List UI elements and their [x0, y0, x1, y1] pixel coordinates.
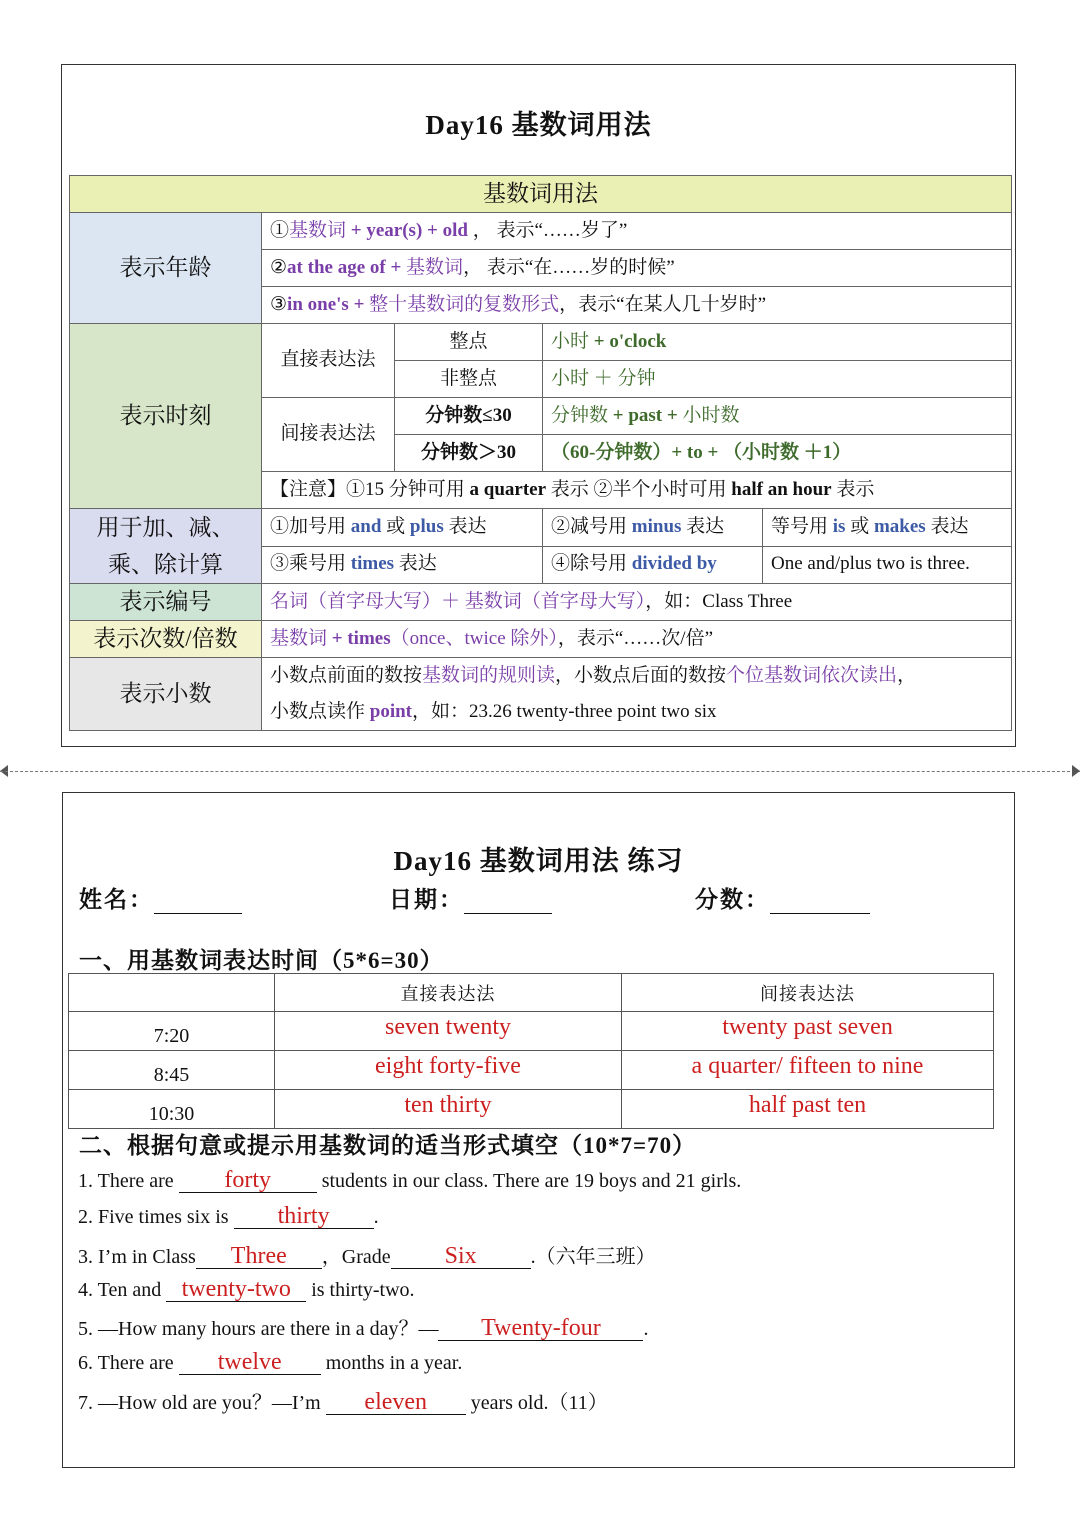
grammar-table-header: 基数词用法 — [70, 176, 1012, 213]
date-field[interactable]: 日期： — [389, 881, 552, 914]
direct-method-label: 直接表达法 — [262, 324, 395, 398]
time-cell: 7:20 — [69, 1012, 275, 1051]
answer-blank[interactable]: thirty — [234, 1204, 374, 1229]
time-expression-table — [68, 973, 994, 1129]
table-row — [69, 1051, 994, 1090]
question-1: 1. There are forty students in our class. There are 19 boys and 21 girls. — [78, 1167, 742, 1193]
indirect-answer[interactable]: twenty past seven — [622, 1012, 994, 1051]
grammar-title: Day16 基数词用法 — [425, 110, 652, 140]
question-3: 3. I’m in Class Three ，Grade Six .（六年三班） — [78, 1243, 656, 1269]
subtract-rule: ②减号用 minus 表达 — [543, 509, 763, 547]
age-rule-3: ③in one's + 整十基数词的复数形式，表示“在某人几十岁时” — [262, 287, 1012, 324]
answer-blank[interactable]: Three — [196, 1244, 322, 1269]
time-rule: 小时 + o'clock — [543, 324, 1012, 361]
grammar-card — [61, 64, 1016, 747]
multiply-rule: ③乘号用 times 表达 — [262, 546, 543, 584]
time-condition: 整点 — [395, 324, 543, 361]
question-2: 2. Five times six is thirty . — [78, 1203, 379, 1229]
category-time: 表示时刻 — [70, 324, 262, 509]
category-times: 表示次数/倍数 — [70, 621, 262, 658]
category-decimal: 表示小数 — [70, 658, 262, 731]
score-field[interactable]: 分数： — [695, 881, 870, 914]
indirect-answer[interactable]: a quarter/ fifteen to nine — [622, 1051, 994, 1090]
direct-answer[interactable]: ten thirty — [275, 1090, 622, 1129]
answer-blank[interactable]: Six — [391, 1244, 531, 1269]
time-condition: 分钟数＞30 — [395, 435, 543, 472]
direct-answer[interactable]: eight forty-five — [275, 1051, 622, 1090]
time-condition: 非整点 — [395, 361, 543, 398]
decimal-rule-2: 小数点读作 point，如：23.26 twenty-three point two six — [262, 694, 1012, 731]
time-note: 【注意】①15 分钟可用 a quarter 表示 ②半个小时可用 half an hour 表示 — [262, 472, 1012, 509]
col-indirect-header: 间接表达法 — [622, 974, 994, 1012]
time-cell: 8:45 — [69, 1051, 275, 1090]
divider-arrow-right-icon — [1072, 765, 1080, 777]
table-corner — [69, 974, 275, 1012]
section-1-title: 一、用基数词表达时间（5*6=30） — [79, 948, 444, 973]
age-rule-2: ②at the age of + 基数词， 表示“在……岁的时候” — [262, 250, 1012, 287]
time-rule: 小时 ＋ 分钟 — [543, 361, 1012, 398]
time-condition: 分钟数≤30 — [395, 398, 543, 435]
table-row — [69, 1012, 994, 1051]
grammar-table — [69, 175, 1012, 731]
dashed-divider — [0, 771, 1080, 772]
decimal-rule-1: 小数点前面的数按基数词的规则读，小数点后面的数按个位基数词依次读出， — [262, 658, 1012, 695]
indirect-method-label: 间接表达法 — [262, 398, 395, 472]
times-rule: 基数词 + times（once、twice 除外），表示“……次/倍” — [262, 621, 1012, 658]
col-direct-header: 直接表达法 — [275, 974, 622, 1012]
numbering-rule: 名词（首字母大写）＋ 基数词（首字母大写），如：Class Three — [262, 584, 1012, 621]
equals-rule: 等号用 is 或 makes 表达 — [763, 509, 1012, 547]
calc-example: One and/plus two is three. — [763, 546, 1012, 584]
divide-rule: ④除号用 divided by — [543, 546, 763, 584]
question-6: 6. There are twelve months in a year. — [78, 1349, 463, 1375]
time-rule: 分钟数 + past + 小时数 — [543, 398, 1012, 435]
name-field[interactable]: 姓名： — [79, 881, 242, 914]
time-rule: （60-分钟数）+ to + （小时数 ＋1） — [543, 435, 1012, 472]
question-5: 5. —How many hours are there in a day？— Twenty-four . — [78, 1315, 649, 1341]
answer-blank[interactable]: eleven — [326, 1390, 466, 1415]
exercise-card — [62, 792, 1015, 1468]
answer-blank[interactable]: Twenty-four — [438, 1316, 643, 1341]
indirect-answer[interactable]: half past ten — [622, 1090, 994, 1129]
category-calculation: 用于加、减、乘、除计算 — [70, 509, 262, 584]
answer-blank[interactable]: twenty-two — [166, 1277, 306, 1302]
category-age: 表示年龄 — [70, 213, 262, 324]
section-2-title: 二、根据句意或提示用基数词的适当形式填空（10*7=70） — [79, 1133, 697, 1158]
exercise-title: Day16 基数词用法 练习 — [393, 846, 684, 876]
answer-blank[interactable]: forty — [179, 1168, 317, 1193]
direct-answer[interactable]: seven twenty — [275, 1012, 622, 1051]
time-cell: 10:30 — [69, 1090, 275, 1129]
question-7: 7. —How old are you？—I’m eleven years old.（11） — [78, 1389, 608, 1415]
question-4: 4. Ten and twenty-two is thirty-two. — [78, 1276, 415, 1302]
category-numbering: 表示编号 — [70, 584, 262, 621]
age-rule-1: ①基数词 + year(s) + old ， 表示“……岁了” — [262, 213, 1012, 250]
table-row — [69, 1090, 994, 1129]
add-rule: ①加号用 and 或 plus 表达 — [262, 509, 543, 547]
answer-blank[interactable]: twelve — [179, 1350, 321, 1375]
